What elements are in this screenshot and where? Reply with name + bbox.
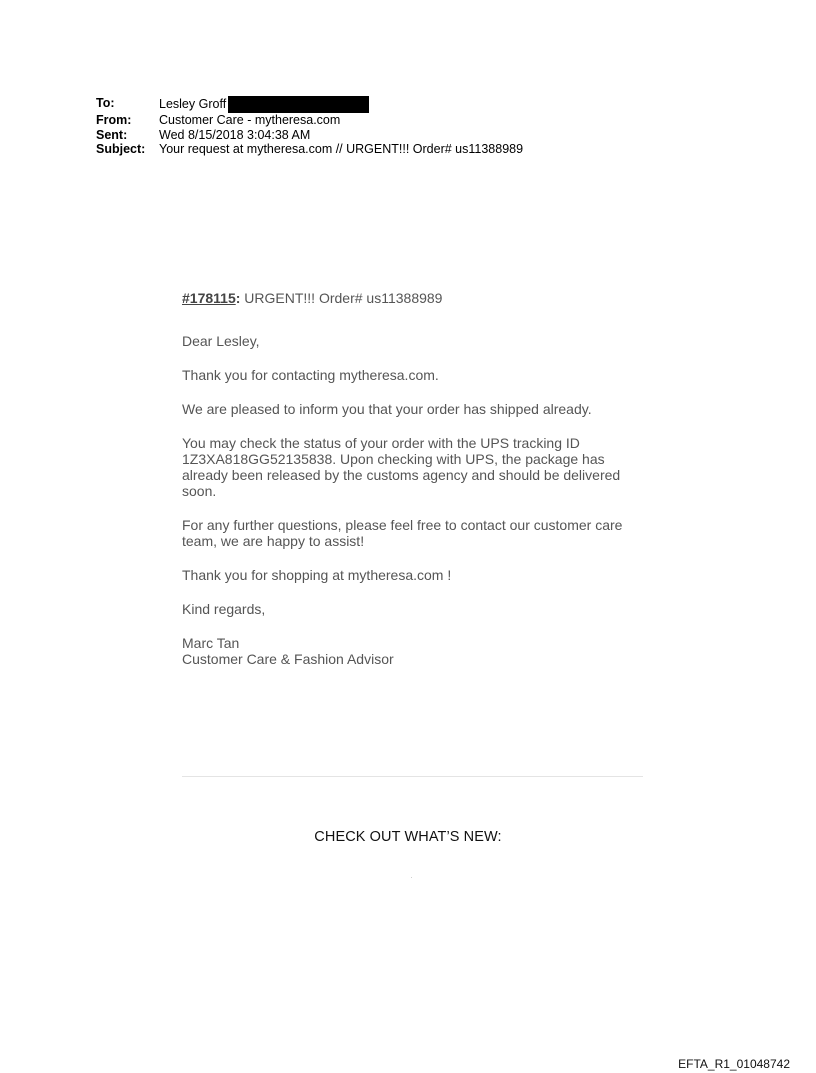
ticket-subject: URGENT!!! Order# us11388989 — [240, 290, 443, 306]
from-label: From: — [96, 113, 132, 127]
subject-row — [96, 142, 523, 157]
to-row — [96, 96, 523, 113]
tracking-paragraph: You may check the status of your order with the UPS tracking ID 1Z3XA818GG52135838. Upon checking with UPS, the package has already been released by the customs agency and should be delivered soon. — [182, 435, 621, 499]
message-body — [182, 290, 642, 667]
thanks-contact: Thank you for contacting mytheresa.com. — [182, 367, 439, 383]
sent-label: Sent: — [96, 127, 128, 142]
to-label: To: — [96, 96, 115, 110]
sent-row — [96, 128, 523, 143]
further-questions: For any further questions, please feel free to contact our customer care team, we are happy to assist! — [182, 517, 623, 549]
to-value: Lesley Groff — [159, 97, 227, 112]
spacer-pixel — [411, 877, 412, 878]
shipped-notice: We are pleased to inform you that your order has shipped already. — [182, 401, 592, 417]
from-row — [96, 113, 523, 128]
signer-name: Marc Tan — [182, 635, 240, 651]
from-value: Customer Care - mytheresa.com — [159, 113, 341, 127]
signer-title: Customer Care & Fashion Advisor — [182, 651, 394, 667]
document-id: EFTA_R1_01048742 — [678, 1057, 790, 1071]
sent-value: Wed 8/15/2018 3:04:38 AM — [159, 127, 311, 142]
divider — [182, 776, 643, 777]
ticket-line — [182, 290, 642, 306]
email-header — [96, 96, 523, 157]
ticket-id-link[interactable]: #178115 — [182, 290, 236, 306]
to-value-wrap — [159, 96, 369, 113]
closing: Kind regards, — [182, 601, 266, 617]
thanks-shopping: Thank you for shopping at mytheresa.com ! — [182, 567, 452, 583]
ticket-colon: : — [235, 290, 241, 306]
greeting: Dear Lesley, — [182, 333, 260, 349]
promo-heading: CHECK OUT WHAT’S NEW: — [314, 829, 502, 845]
subject-value: Your request at mytheresa.com // URGENT!!! Order# us11388989 — [159, 142, 524, 156]
subject-label: Subject: — [96, 142, 146, 156]
redaction-bar — [228, 96, 369, 113]
